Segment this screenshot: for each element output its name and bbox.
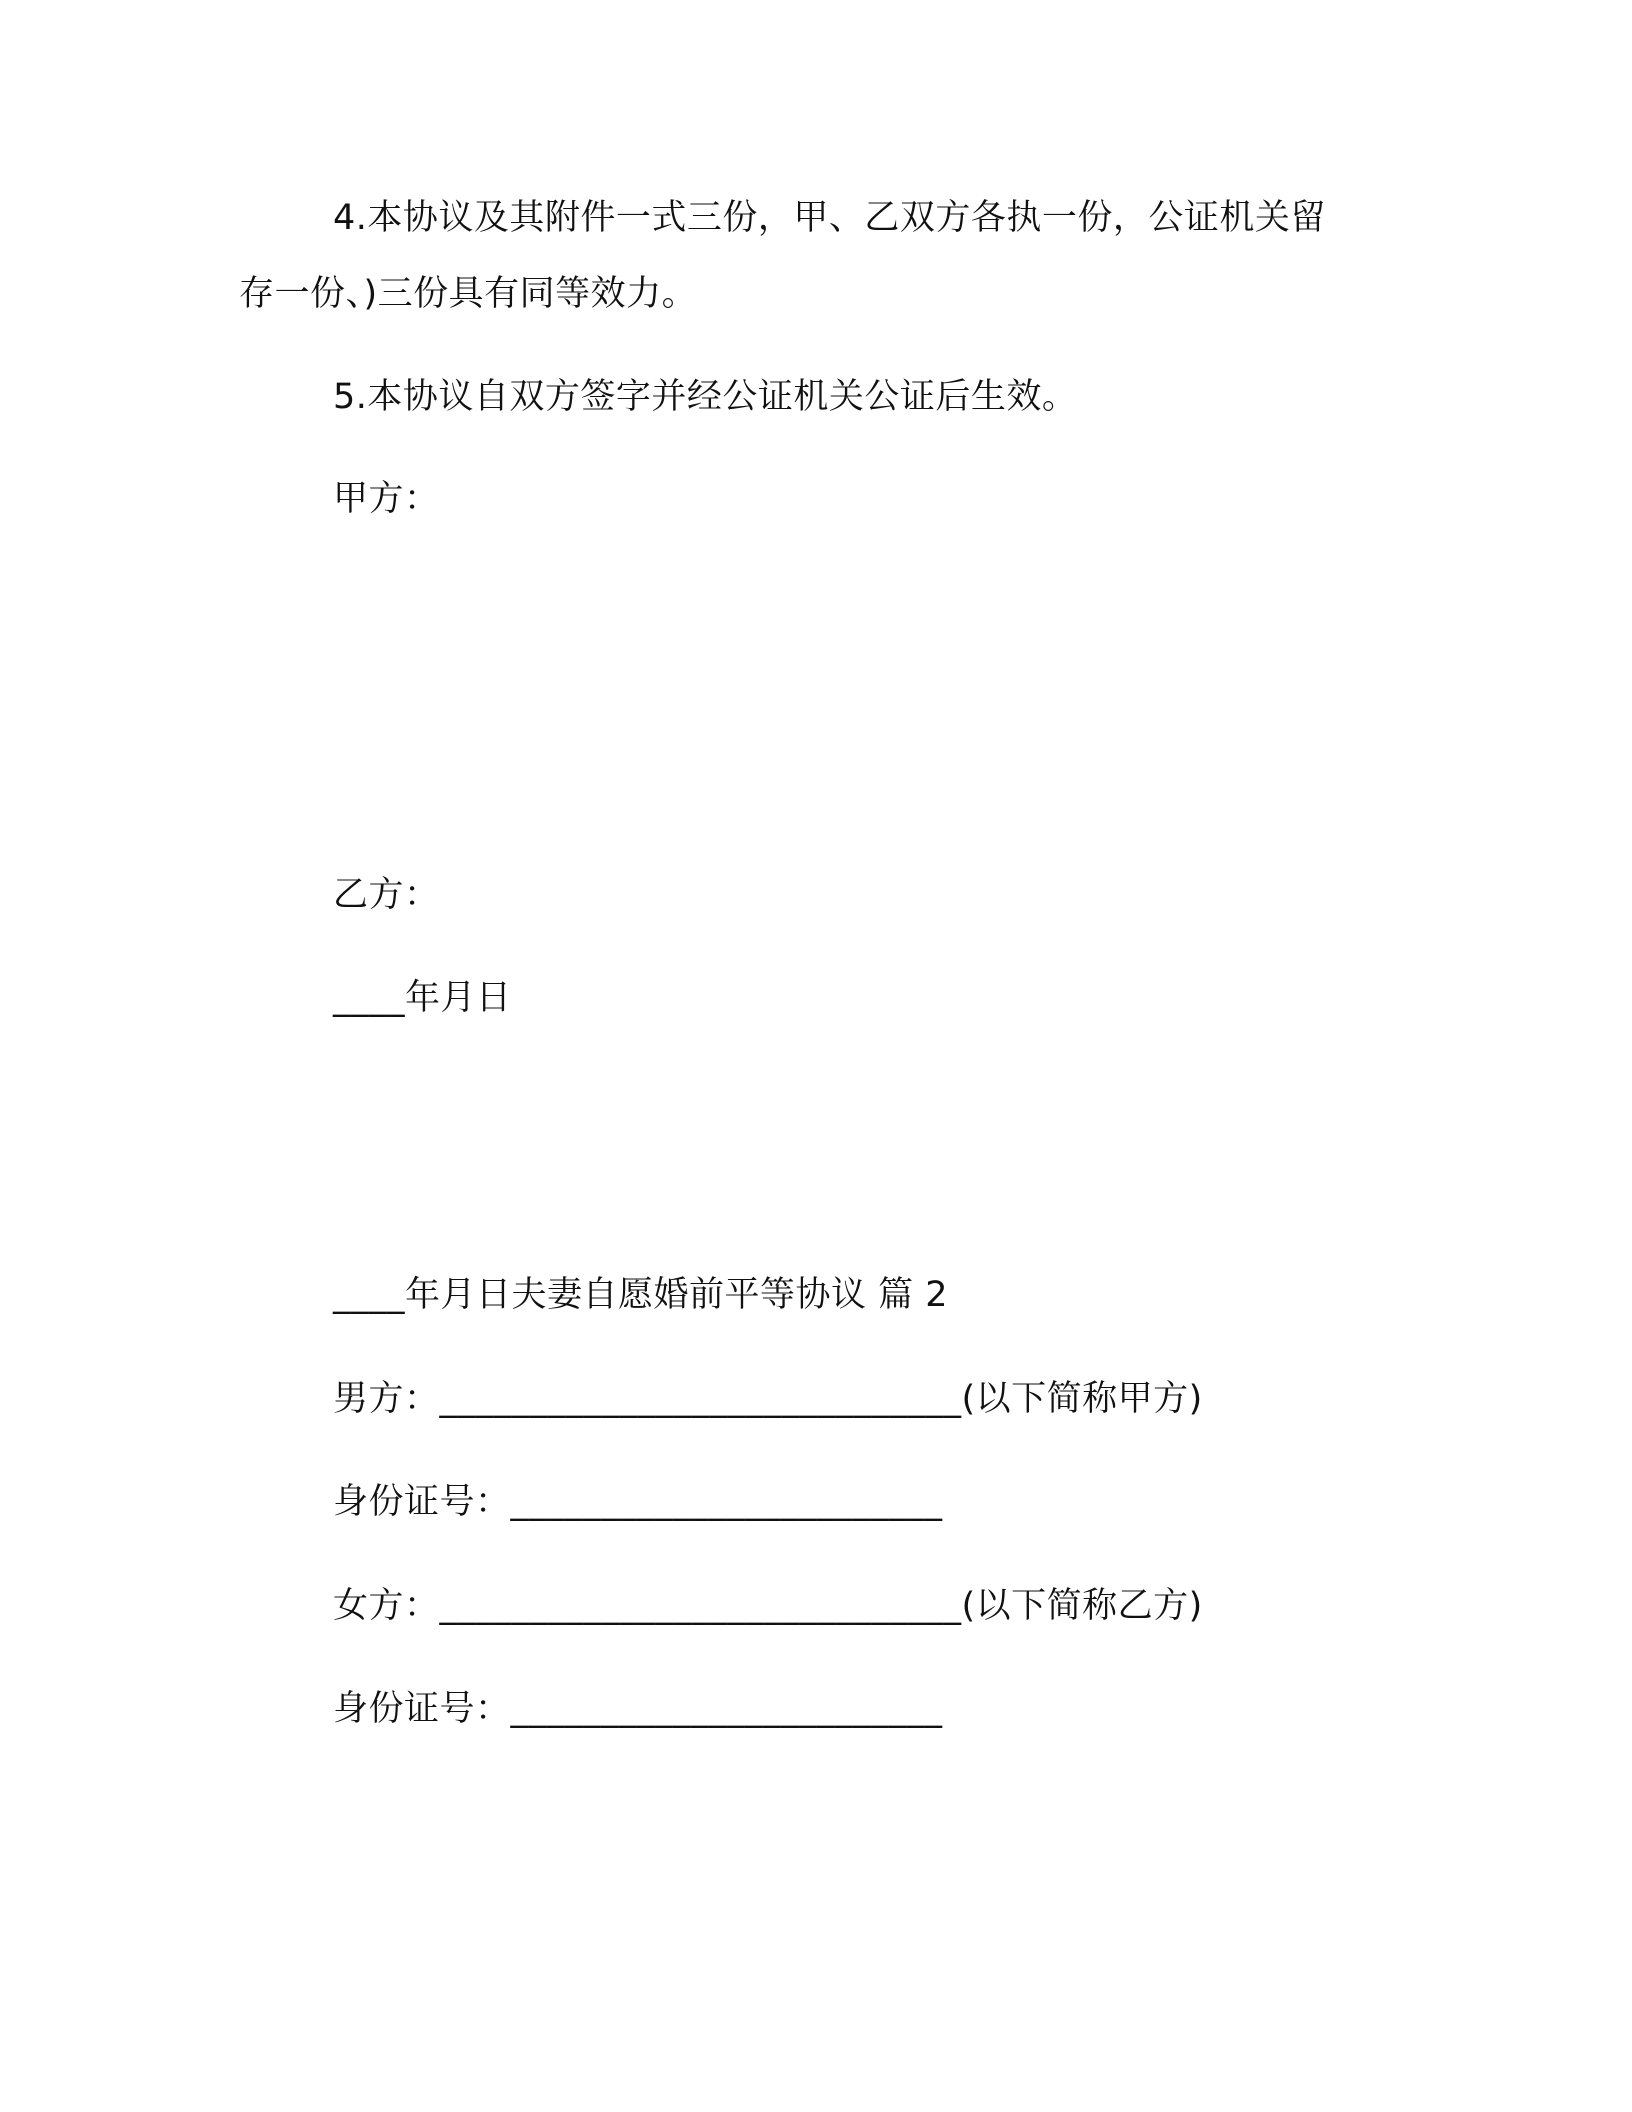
party-b-label: 乙方： [333,875,440,915]
section-2-title: ____年月日夫妻自愿婚前平等协议 篇 2 [333,1275,949,1315]
clause-4-line-1: 4.本协议及其附件一式三份，甲、乙双方各执一份，公证机关留 [333,198,1326,238]
clause-4-line-2: 存一份、)三份具有同等效力。 [239,274,698,314]
female-party-line: 女方：_____________________________(以下简称乙方) [333,1586,1203,1626]
clause-5: 5.本协议自双方签字并经公证机关公证后生效。 [333,377,1078,417]
female-id-line: 身份证号：________________________ [333,1689,943,1729]
party-a-label: 甲方： [333,479,440,519]
male-party-line: 男方：_____________________________(以下简称甲方) [333,1379,1203,1419]
male-id-line: 身份证号：________________________ [333,1482,943,1522]
date-line: ____年月日 [333,978,512,1018]
